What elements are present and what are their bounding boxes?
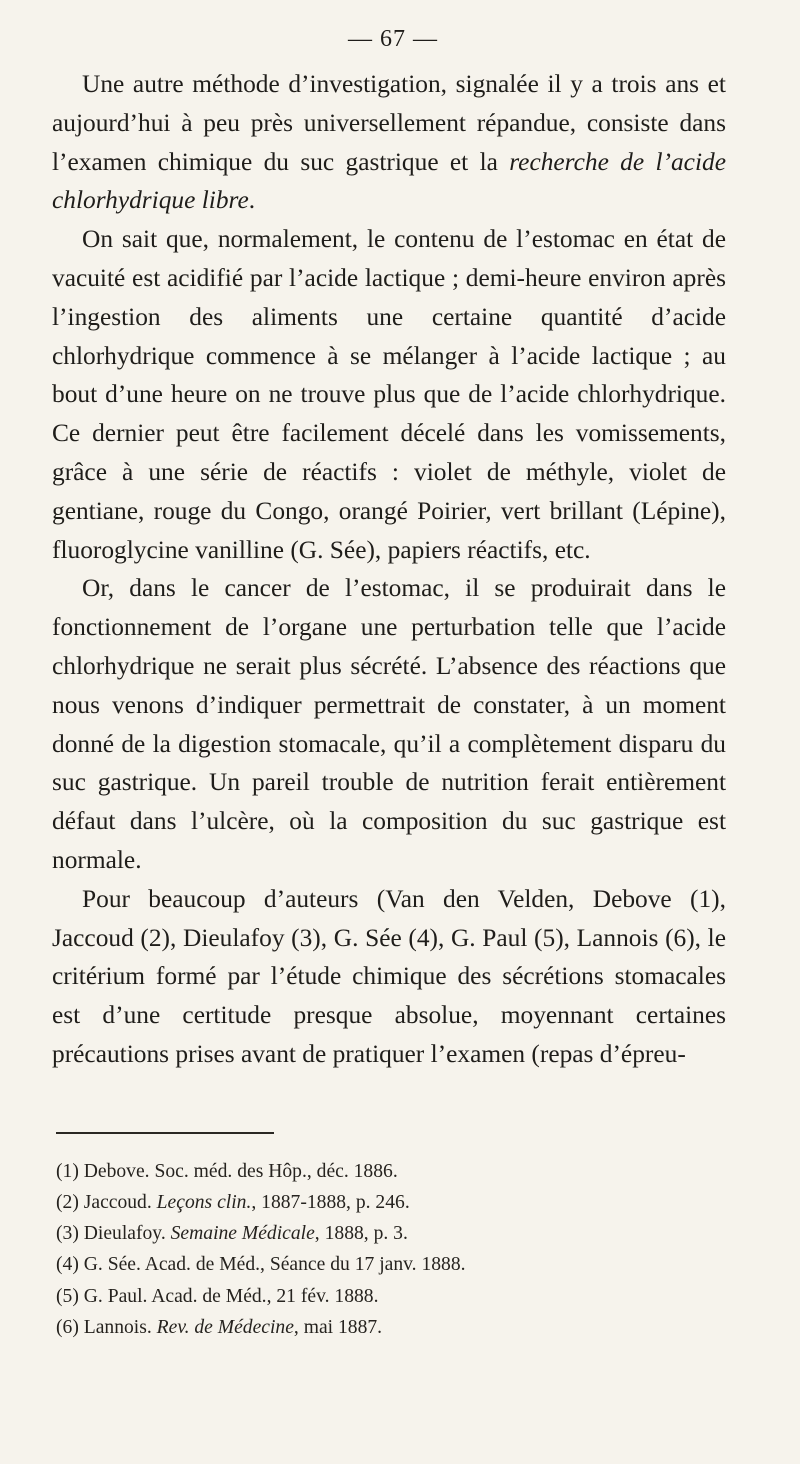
footnote-6-end: , mai 1887. [293, 1316, 383, 1338]
footnote-6 [56, 1312, 726, 1343]
footnote-2 [56, 1187, 726, 1218]
footnote-6-emphasis: Rev. de Médecine [156, 1316, 294, 1338]
paragraph-intro [52, 65, 726, 220]
footnote-3-emphasis: Semaine Médicale [170, 1223, 315, 1245]
footnote-5-text: (5) G. Paul. Acad. de Méd., 21 fév. 1888. [56, 1285, 379, 1307]
footnote-3-text: (3) Dieulafoy. [56, 1223, 171, 1245]
paragraph-intro-text: Une autre méthode d’investigation, signalée il y a trois ans et aujourd’hui à peu près universellement répandue, consiste dans l’examen chimique du suc gastrique et la [52, 70, 726, 176]
paragraph-lactic-acid: On sait que, normalement, le contenu de l’estomac en état de vacuité est acidifié par l’acide lactique ; demi-heure environ après l’ingestion des aliments une certaine quantité d’acide chlorhydrique commence à se mélanger à l’acide lactique ; au bout d’une heure on ne trouve plus que de l’acide chlorhydrique. Ce dernier peut être facilement décelé dans les vomissements, grâce à une série de réactifs : violet de méthyle, violet de gentiane, rouge du Congo, orangé Poirier, vert brillant (Lépine), fluoroglycine vanilline (G. Sée), papiers réactifs, etc. [52, 225, 726, 564]
footnote-2-emphasis: Leçons clin. [156, 1191, 252, 1213]
page-number: — 67 — [348, 26, 438, 52]
footnote-1 [56, 1156, 726, 1187]
paragraph-authors: Pour beaucoup d’auteurs (Van den Velden, Debove (1), Jaccoud (2), Dieulafoy (3), G. Sée (4), G. Paul (5), Lannois (6), le critérium formé par l’étude chimique des sécrétions stomacales est d’une certitude presque absolue, moyennant certaines précautions prises avant de pratiquer l’examen (repas d’épreu- [52, 884, 726, 1068]
footnote-3 [56, 1218, 726, 1249]
footnote-5 [56, 1281, 726, 1312]
paragraph-cancer: Or, dans le cancer de l’estomac, il se produirait dans le fonctionnement de l’organe une perturbation telle que l’acide chlorhydrique ne serait plus sécrété. L’absence des réactions que nous venons d’indiquer permettrait de constater, à un moment donné de la digestion stomacale, qu’il a complètement disparu du suc gastrique. Un pareil trouble de nutrition ferait entièrement défaut dans l’ulcère, où la composition du suc gastrique est normale. [52, 574, 726, 874]
footnote-2-text: (2) Jaccoud. [56, 1191, 157, 1213]
footnote-divider [56, 1132, 274, 1134]
footnote-4 [56, 1249, 726, 1280]
footnote-list [52, 1156, 726, 1343]
footnote-2-end: , 1887-1888, p. 246. [251, 1191, 410, 1213]
footnote-6-text: (6) Lannois. [56, 1316, 157, 1338]
footnote-3-end: , 1888, p. 3. [314, 1223, 408, 1245]
paragraph-intro-end: . [248, 186, 256, 215]
footnote-1-text: (1) Debove. Soc. méd. des Hôp., déc. 1886. [56, 1160, 398, 1182]
footnote-4-text: (4) G. Sée. Acad. de Méd., Séance du 17 janv. 1888. [56, 1254, 466, 1276]
paragraph-intro-emphasis: recherche de l’acide chlorhydrique libre [52, 147, 726, 215]
